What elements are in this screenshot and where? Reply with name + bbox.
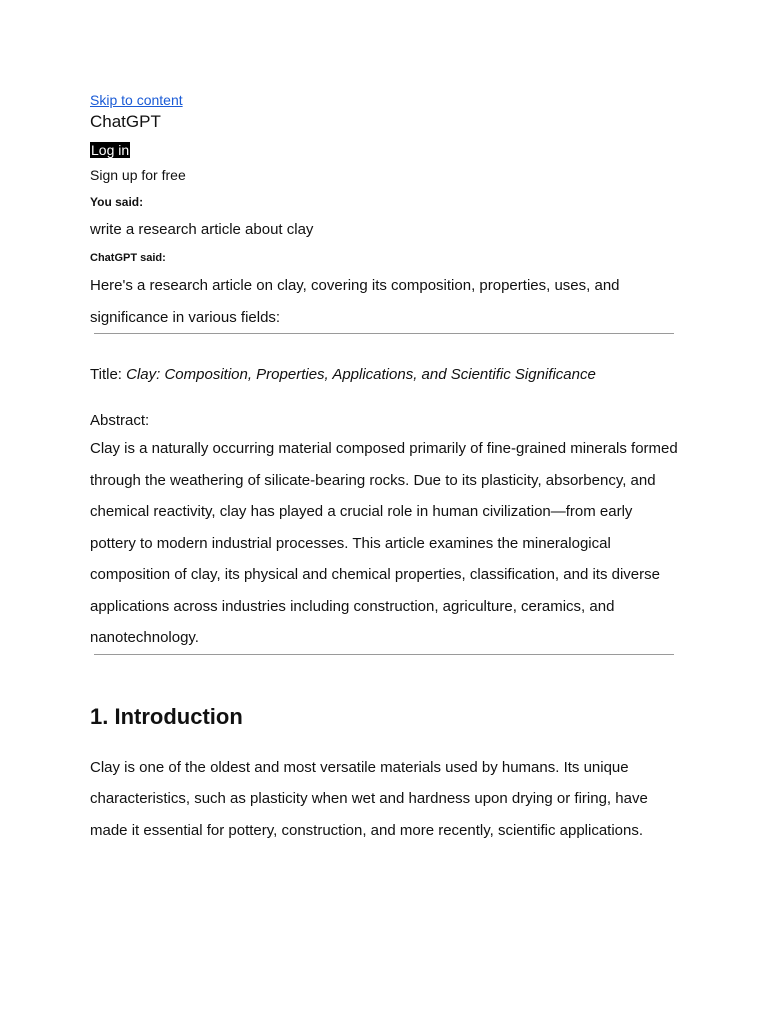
title-prefix: Title: (90, 366, 127, 383)
brand-name: ChatGPT (90, 112, 161, 131)
divider (94, 654, 674, 655)
assistant-intro: Here's a research article on clay, covering its composition, properties, uses, and significance in various fields: (90, 277, 620, 326)
section-heading-introduction: 1. Introduction (90, 703, 243, 729)
section-body-introduction: Clay is one of the oldest and most versatile materials used by humans. Its unique characteristics, such as plasticity when wet and hardness upon drying or firing, have made it essential for pottery, construction, and more recently, scientific applications. (90, 758, 648, 839)
log-in-button[interactable]: Log in (91, 142, 130, 158)
assistant-label: ChatGPT said: (90, 252, 166, 264)
article-title: Clay: Composition, Properties, Applications, and Scientific Significance (126, 366, 596, 383)
divider (94, 333, 674, 334)
abstract-body: Clay is a naturally occurring material composed primarily of fine-grained minerals formed through the weathering of silicate-bearing rocks. Due to its plasticity, absorbency, and chemical reactivity, clay has played a crucial role in human civilization—from early pottery to modern industrial processes. This article examines the mineralogical composition of clay, its physical and chemical properties, classification, and its diverse applications across industries including construction, agriculture, ceramics, and nanotechnology. (90, 440, 678, 646)
user-message: write a research article about clay (90, 221, 314, 238)
sign-up-link[interactable]: Sign up for free (90, 167, 186, 183)
abstract-label: Abstract: (90, 412, 150, 429)
skip-to-content-link[interactable]: Skip to content (90, 92, 183, 108)
article-title-line (90, 365, 680, 385)
page-content (90, 92, 680, 846)
user-label: You said: (90, 195, 144, 209)
